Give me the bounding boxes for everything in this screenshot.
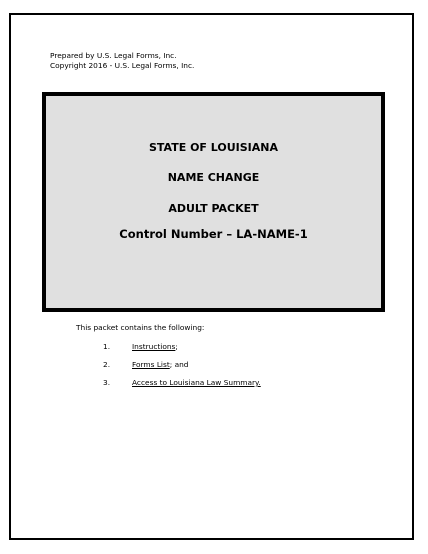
list-item-suffix: ; and — [169, 360, 189, 369]
law-summary-link[interactable]: Access to Louisiana Law Summary. — [132, 378, 261, 387]
list-item-text — [132, 378, 261, 387]
title-box — [42, 92, 385, 312]
contents-intro: This packet contains the following: — [76, 323, 205, 332]
prepared-by-block — [50, 51, 194, 71]
list-item-number: 2. — [103, 360, 111, 369]
list-item-number: 3. — [103, 378, 111, 387]
state-title: STATE OF LOUISIANA — [148, 141, 278, 154]
list-item-text — [132, 360, 189, 369]
instructions-link[interactable]: Instructions — [132, 342, 176, 351]
form-title: NAME CHANGE — [167, 171, 260, 184]
control-number: Control Number – LA-NAME-1 — [119, 227, 308, 241]
copyright-text: Copyright 2016 - U.S. Legal Forms, Inc. — [50, 61, 195, 70]
list-item-number: 1. — [103, 342, 111, 351]
list-item-text — [132, 342, 178, 351]
packet-title: ADULT PACKET — [168, 202, 259, 215]
list-item-suffix: ; — [175, 342, 178, 351]
prepared-by-text: Prepared by U.S. Legal Forms, Inc. — [50, 51, 177, 60]
forms-list-link[interactable]: Forms List — [132, 360, 170, 369]
